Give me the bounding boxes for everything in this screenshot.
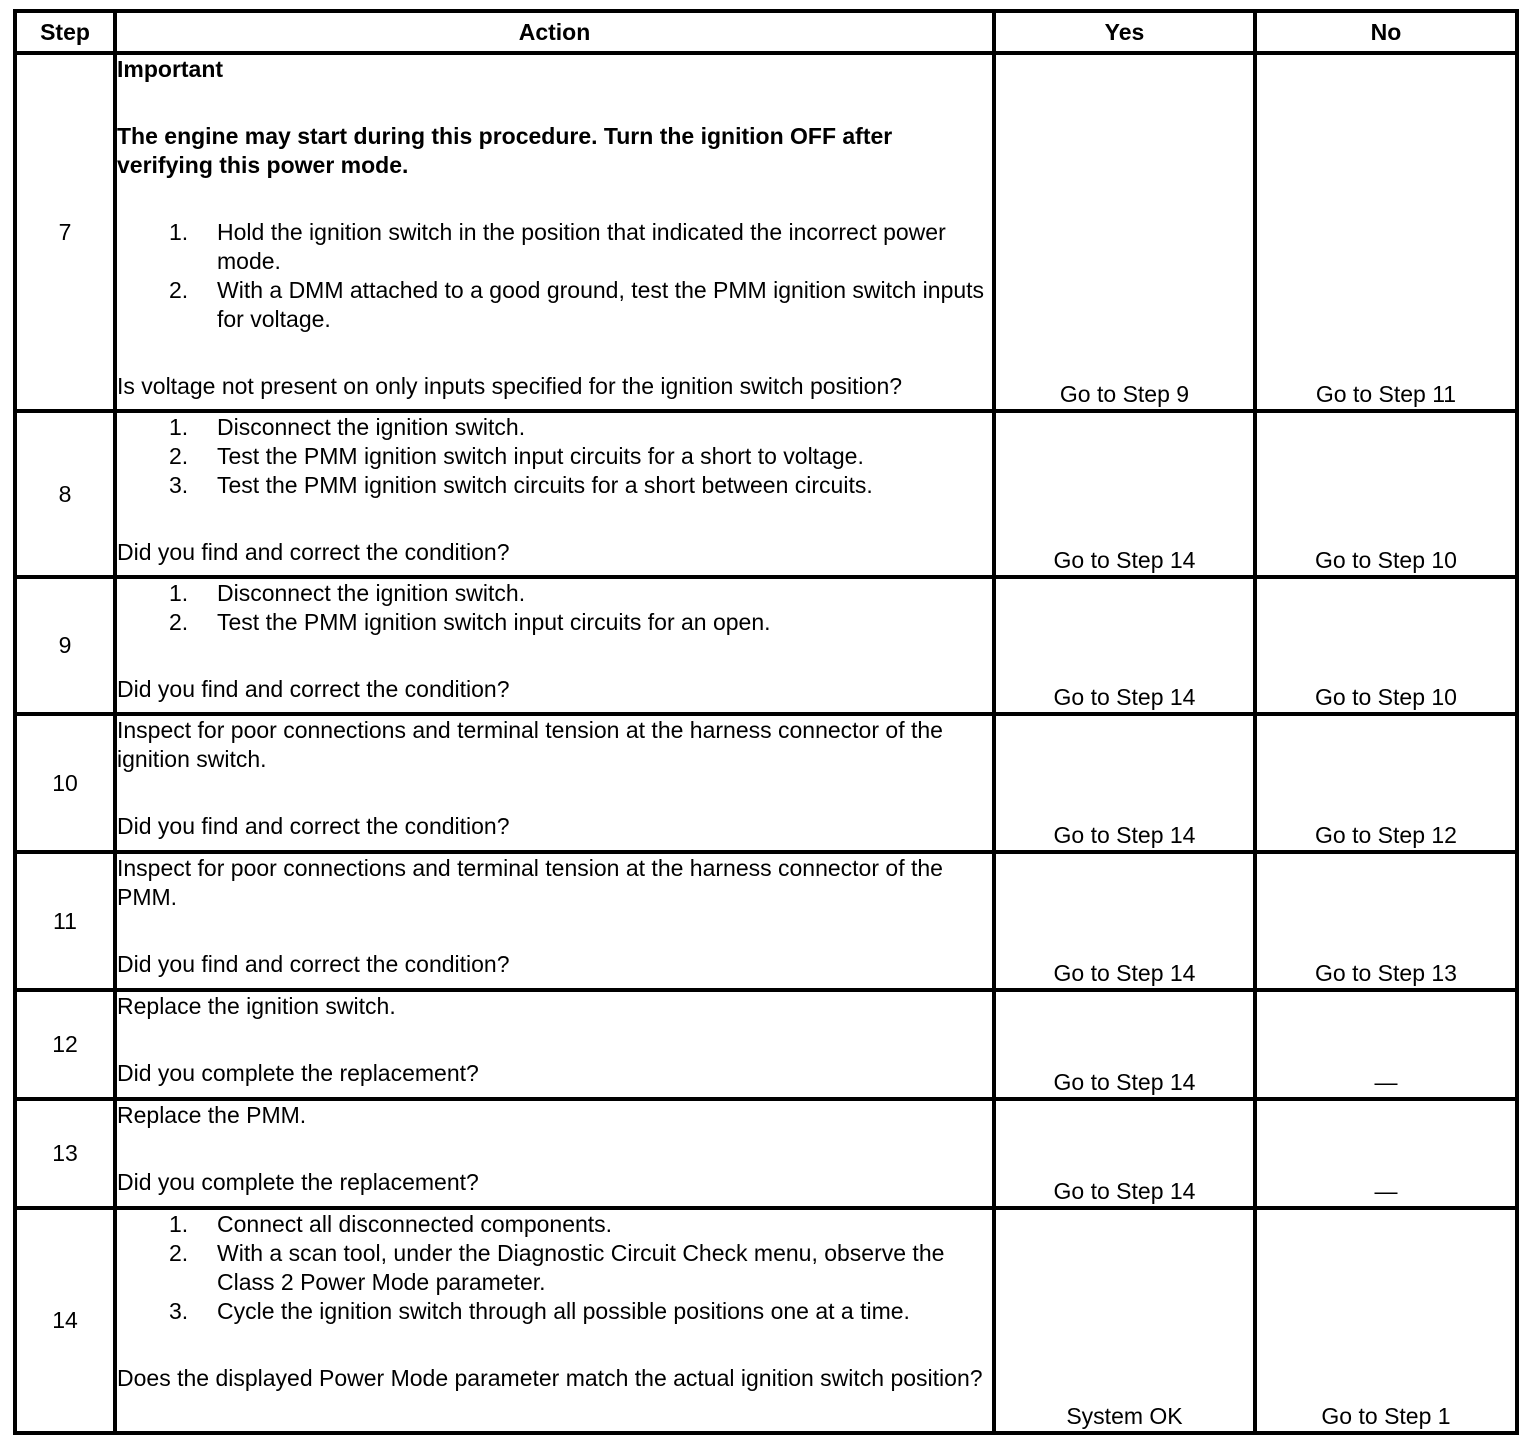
list-item-text: Cycle the ignition switch through all possible positions one at a time. — [217, 1298, 910, 1324]
procedure-list — [117, 579, 992, 637]
table-row-step-10 — [15, 714, 1517, 852]
question-text: Does the displayed Power Mode parameter match the actual ignition switch position? — [117, 1365, 983, 1391]
important-label: Important — [117, 56, 224, 82]
table-row-step-8 — [15, 411, 1517, 577]
list-item-text: Disconnect the ignition switch. — [217, 580, 526, 606]
list-item-number: 1. — [169, 219, 189, 245]
table-row-step-9 — [15, 577, 1517, 714]
list-item-number: 1. — [169, 1211, 189, 1237]
list-item-text: With a scan tool, under the Diagnostic Circuit Check menu, observe the Class 2 Power Mode parameter. — [217, 1240, 945, 1295]
step-number: 11 — [15, 852, 115, 990]
action-cell — [115, 53, 994, 411]
header-no: No — [1255, 11, 1517, 53]
step-number: 7 — [15, 53, 115, 411]
action-cell — [115, 714, 994, 852]
no-result: Go to Step 1 — [1255, 1208, 1517, 1433]
table-row-step-14 — [15, 1208, 1517, 1433]
question-text: Did you find and correct the condition? — [117, 539, 510, 565]
table-row-step-11 — [15, 852, 1517, 990]
diagnostic-table-wrapper — [13, 9, 1515, 1433]
yes-result: Go to Step 14 — [994, 411, 1255, 577]
question-text: Did you complete the replacement? — [117, 1169, 479, 1195]
question-text: Did you find and correct the condition? — [117, 676, 510, 702]
yes-result: Go to Step 14 — [994, 1099, 1255, 1208]
header-action: Action — [115, 11, 994, 53]
table-row-step-13 — [15, 1099, 1517, 1208]
list-item-text: Test the PMM ignition switch input circuits for an open. — [217, 609, 771, 635]
list-item — [117, 579, 992, 608]
action-cell — [115, 852, 994, 990]
header-row — [15, 11, 1517, 53]
list-item — [117, 276, 992, 334]
action-cell — [115, 577, 994, 714]
list-item-text: Disconnect the ignition switch. — [217, 414, 526, 440]
step-number: 10 — [15, 714, 115, 852]
no-result: — — [1255, 1099, 1517, 1208]
list-item-number: 2. — [169, 277, 189, 303]
yes-result: Go to Step 9 — [994, 53, 1255, 411]
action-cell — [115, 1099, 994, 1208]
no-result: Go to Step 12 — [1255, 714, 1517, 852]
list-item-number: 3. — [169, 472, 189, 498]
question-text: Is voltage not present on only inputs specified for the ignition switch position? — [117, 373, 903, 399]
no-result: Go to Step 10 — [1255, 411, 1517, 577]
step-number: 8 — [15, 411, 115, 577]
list-item-number: 1. — [169, 414, 189, 440]
step-number: 13 — [15, 1099, 115, 1208]
list-item — [117, 413, 992, 442]
list-item-number: 3. — [169, 1298, 189, 1324]
question-text: Did you find and correct the condition? — [117, 813, 510, 839]
list-item — [117, 608, 992, 637]
table-row-step-7 — [15, 53, 1517, 411]
procedure-list — [117, 1210, 992, 1326]
action-cell — [115, 411, 994, 577]
list-item — [117, 1239, 992, 1297]
list-item-number: 1. — [169, 580, 189, 606]
list-item-number: 2. — [169, 609, 189, 635]
yes-result: Go to Step 14 — [994, 990, 1255, 1099]
action-text: Inspect for poor connections and terminal tension at the harness connector of the PMM. — [117, 855, 943, 910]
no-result: — — [1255, 990, 1517, 1099]
table-row-step-12 — [15, 990, 1517, 1099]
no-result: Go to Step 13 — [1255, 852, 1517, 990]
step-number: 9 — [15, 577, 115, 714]
no-result: Go to Step 10 — [1255, 577, 1517, 714]
question-text: Did you complete the replacement? — [117, 1060, 479, 1086]
procedure-list — [117, 413, 992, 500]
yes-result: Go to Step 14 — [994, 577, 1255, 714]
yes-result: Go to Step 14 — [994, 714, 1255, 852]
list-item-number: 2. — [169, 443, 189, 469]
step-number: 14 — [15, 1208, 115, 1433]
header-step: Step — [15, 11, 115, 53]
list-item — [117, 442, 992, 471]
action-cell — [115, 990, 994, 1099]
no-result: Go to Step 11 — [1255, 53, 1517, 411]
action-text: Replace the PMM. — [117, 1102, 307, 1128]
action-text: Replace the ignition switch. — [117, 993, 396, 1019]
list-item-text: Hold the ignition switch in the position that indicated the incorrect power mode. — [217, 219, 946, 274]
diagnostic-table — [13, 9, 1519, 1435]
list-item-text: Test the PMM ignition switch input circuits for a short to voltage. — [217, 443, 864, 469]
list-item — [117, 1297, 992, 1326]
procedure-list — [117, 218, 992, 334]
list-item-text: Test the PMM ignition switch circuits for a short between circuits. — [217, 472, 873, 498]
list-item-text: With a DMM attached to a good ground, test the PMM ignition switch inputs for voltage. — [217, 277, 985, 332]
step-number: 12 — [15, 990, 115, 1099]
list-item-text: Connect all disconnected components. — [217, 1211, 613, 1237]
important-note: The engine may start during this procedure. Turn the ignition OFF after verifying this power mode. — [117, 123, 893, 178]
header-yes: Yes — [994, 11, 1255, 53]
list-item — [117, 218, 992, 276]
list-item — [117, 471, 992, 500]
list-item — [117, 1210, 992, 1239]
question-text: Did you find and correct the condition? — [117, 951, 510, 977]
yes-result: Go to Step 14 — [994, 852, 1255, 990]
yes-result: System OK — [994, 1208, 1255, 1433]
action-text: Inspect for poor connections and terminal tension at the harness connector of the ignition switch. — [117, 717, 943, 772]
action-cell — [115, 1208, 994, 1433]
list-item-number: 2. — [169, 1240, 189, 1266]
